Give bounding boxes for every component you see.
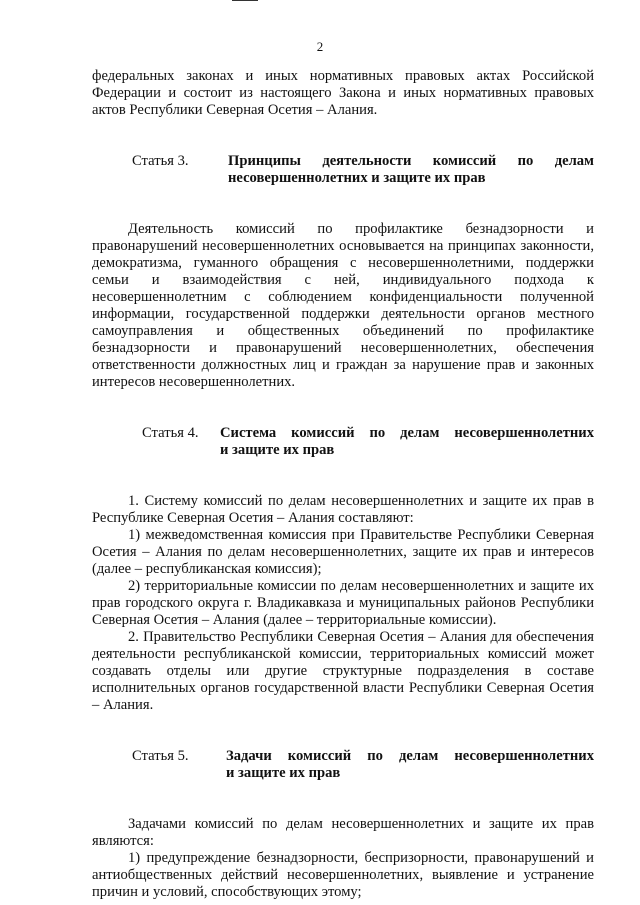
document-body	[92, 68, 594, 901]
page-number: 2	[316, 39, 324, 54]
article-3-text: Деятельность комиссий по профилактике безнадзорности и правонарушений несовершеннолетних основывается на принципах законности, демократизма, гуманного обращения с несовершеннолетними, поддержки семьи и взаимодействия с ней, индивидуального подхода к несовершеннолетним с соблюдением конфиденциальности полученной информации, государственной поддержки деятельности органов местного самоуправления и общественных объединений по профилактике безнадзорности и правонарушений несовершеннолетних, обеспечения ответственности должностных лиц и граждан за нарушение прав и законных интересов несовершеннолетних.	[92, 221, 594, 390]
article-3-title-line2: несовершеннолетних и защите их прав	[228, 170, 486, 186]
article-5-title-line2: и защите их прав	[226, 765, 341, 781]
article-5-paragraph-1: Задачами комиссий по делам несовершеннолетних и защите их прав являются:	[92, 816, 594, 849]
article-4-paragraph-1: 1. Систему комиссий по делам несовершеннолетних и защите их прав в Республике Северная Осетия – Алания составляют:	[92, 493, 594, 526]
article-3-heading	[92, 153, 594, 187]
article-3-label: Статья 3.	[132, 153, 189, 169]
article-5-item-1: 1) предупреждение безнадзорности, беспризорности, правонарушений и антиобщественных действий несовершеннолетних, выявление и устранение причин и условий, способствующих этому;	[92, 850, 594, 900]
intro-paragraph: федеральных законах и иных нормативных правовых актах Российской Федерации и состоит из настоящего Закона и иных нормативных правовых актов Республики Северная Осетия – Алания.	[92, 68, 594, 118]
article-4-heading	[92, 425, 594, 459]
page-top-mark	[232, 0, 258, 1]
article-4-item-1: 1) межведомственная комиссия при Правительстве Республики Северная Осетия – Алания по делам несовершеннолетних, защите их прав и интересов (далее – республиканская комиссия);	[92, 527, 594, 577]
article-4-title-line1: Система комиссий по делам несовершеннолетних	[220, 425, 594, 441]
article-4-label: Статья 4.	[142, 425, 199, 441]
article-4-item-2: 2) территориальные комиссии по делам несовершеннолетних и защите их прав городского округа г. Владикавказа и муниципальных районов Республики Северная Осетия – Алания (далее – территориальные комиссии).	[92, 578, 594, 628]
article-5-label: Статья 5.	[132, 748, 189, 764]
article-4-paragraph-2: 2. Правительство Республики Северная Осетия – Алания для обеспечения деятельности республиканской комиссии, территориальных комиссий может создавать отделы или другие структурные подразделения в составе исполнительных органов государственной власти Республики Северная Осетия – Алания.	[92, 629, 594, 713]
article-4-title-line2: и защите их прав	[220, 442, 335, 458]
article-5-heading	[92, 748, 594, 782]
article-5-title-line1: Задачи комиссий по делам несовершеннолетних	[226, 748, 594, 764]
article-3-title-line1: Принципы деятельности комиссий по делам	[228, 153, 594, 169]
